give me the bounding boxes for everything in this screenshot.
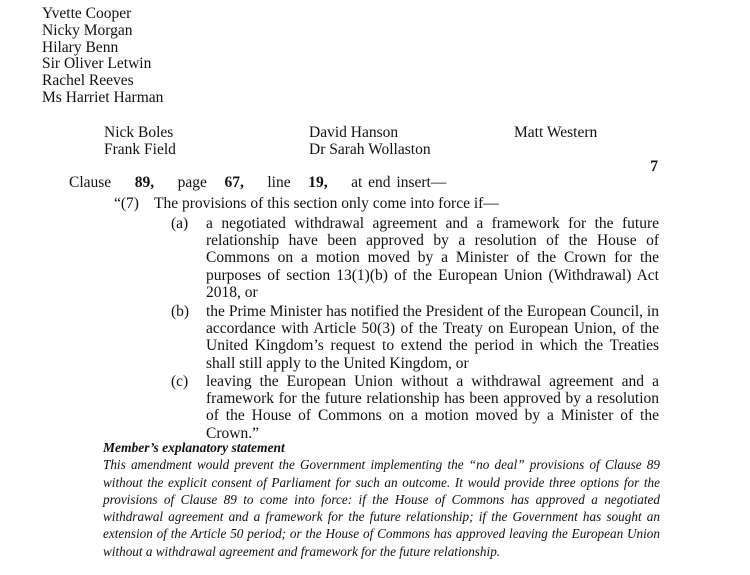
- explanatory-body: This amendment would prevent the Government implementing the “no deal” provisions of Clause 89 without the explicit consent of Parliament for such an outcome. It would provide three options for the provisions of Clause 89 to come into force: if the House of Commons has approved a negotiated withdrawal agreement and a framework for the future relationship; if the Government has sought an extension of the Article 50 period; or the House of Commons has approved leaving the European Union without a withdrawal agreement and framework for the future relationship.: [103, 457, 660, 559]
- line-word: line: [267, 174, 291, 191]
- explanatory-statement: [103, 439, 660, 560]
- sponsor-name: Sir Oliver Letwin: [42, 55, 152, 73]
- sponsor-name: Nicky Morgan: [42, 21, 133, 39]
- insert-instruction: at end insert—: [351, 174, 447, 191]
- sponsor-list: [42, 6, 163, 107]
- subsection-heading: [114, 195, 499, 213]
- paragraph-label: (a): [171, 215, 189, 232]
- supporter-name: Matt Western: [514, 124, 598, 141]
- explanatory-heading: Member’s explanatory statement: [103, 440, 285, 455]
- amendment-number: 7: [650, 158, 658, 175]
- paragraph-text: a negotiated withdrawal agreement and a framework for the future relationship have been approved by a resolution of the House of Commons on a motion moved by a Minister of the Crown for the purposes of section 13(1)(b) of the European Union (Withdrawal) Act 2018, or: [206, 215, 659, 301]
- page-word: page: [177, 174, 207, 191]
- page-number: 67,: [224, 174, 244, 191]
- supporter-name: Dr Sarah Wollaston: [309, 141, 431, 158]
- supporter-name: David Hanson: [309, 124, 399, 141]
- subsection-text: The provisions of this section only come into force if—: [154, 195, 499, 212]
- sponsor-name: Ms Harriet Harman: [42, 88, 164, 106]
- supporter-name: Frank Field: [104, 141, 176, 158]
- sponsor-name: Hilary Benn: [42, 38, 119, 56]
- supporter-name: Nick Boles: [104, 124, 174, 141]
- paragraph-c: [171, 373, 659, 442]
- paragraph-text: leaving the European Union without a withdrawal agreement and a framework for the future relationship has been approved by a resolution of the House of Commons on a motion moved by a Minister of the Crown.”: [206, 373, 659, 442]
- paragraph-text: the Prime Minister has notified the President of the European Council, in accordance with Article 50(3) of the Treaty on European Union, of the United Kingdom’s request to extend the period in which the Treaties shall still apply to the United Kingdom, or: [206, 303, 659, 372]
- paragraph-label: (b): [171, 303, 190, 320]
- paragraph-a: [171, 215, 659, 301]
- sponsor-name: Rachel Reeves: [42, 72, 134, 90]
- paragraph-label: (c): [171, 373, 189, 390]
- line-number: 19,: [308, 174, 328, 191]
- clause-reference: [69, 174, 446, 192]
- subsection-number: “(7): [114, 195, 139, 212]
- supporter-column-3: [514, 124, 597, 141]
- sponsor-name: Yvette Cooper: [42, 5, 132, 22]
- clause-number: 89,: [134, 174, 155, 191]
- paragraph-b: [171, 303, 659, 372]
- supporter-column-2: [309, 124, 431, 158]
- supporter-column-1: [104, 124, 176, 158]
- clause-word: Clause: [69, 174, 112, 191]
